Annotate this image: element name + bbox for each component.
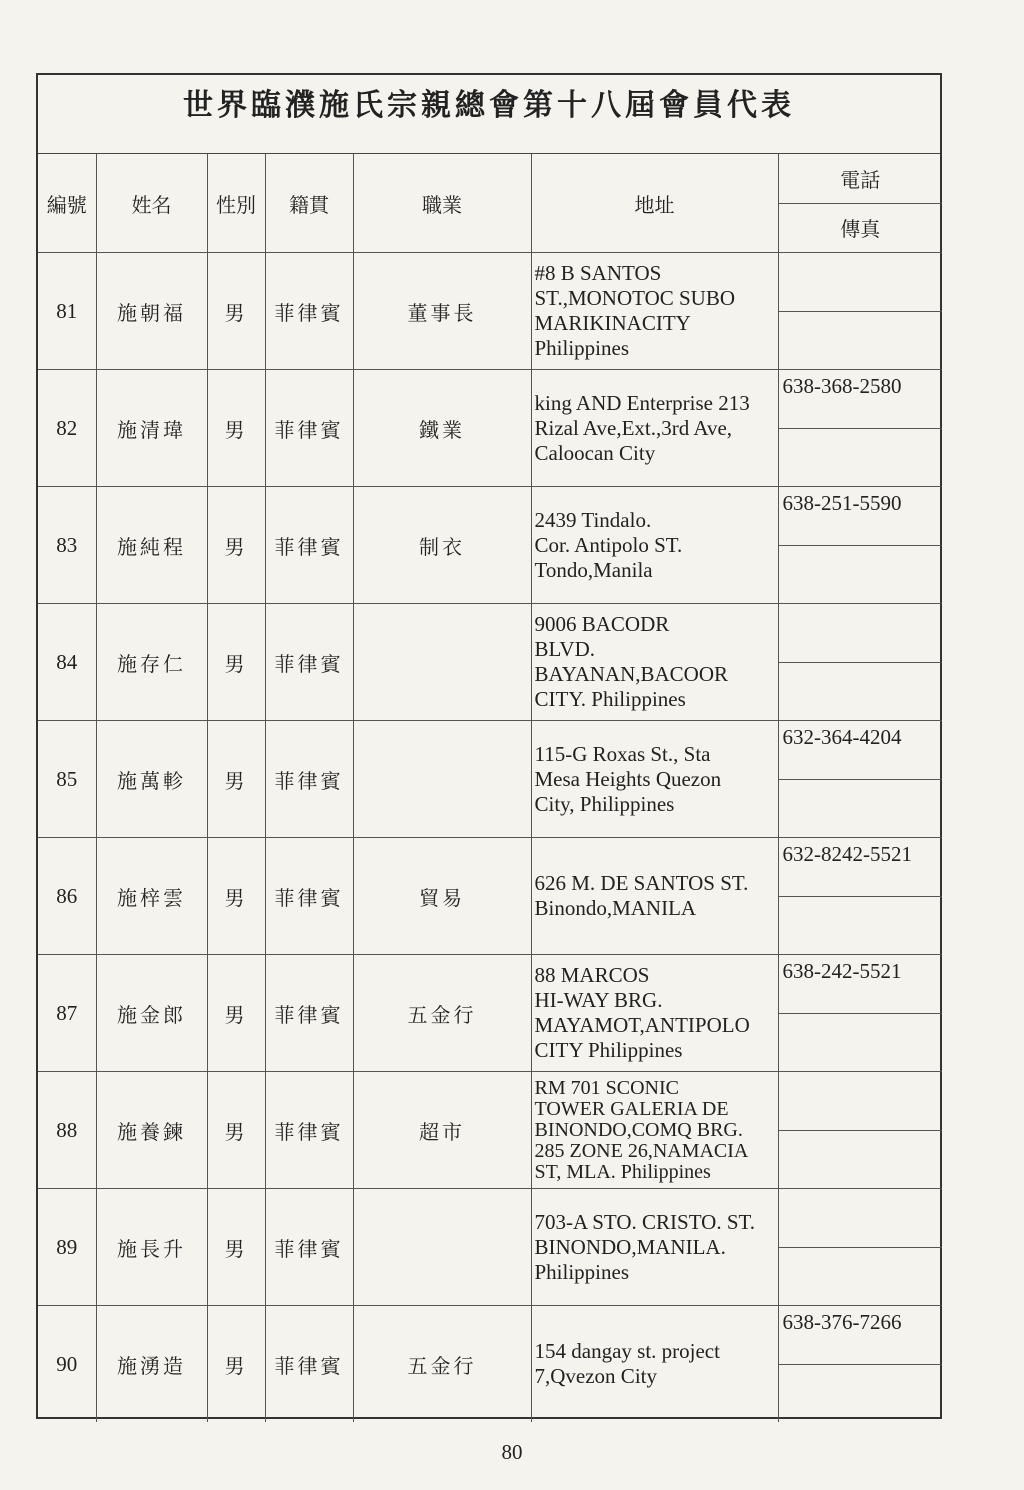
member-gender: 男	[207, 370, 265, 487]
member-gender: 男	[207, 253, 265, 370]
member-name: 施清瑋	[96, 370, 207, 487]
member-name: 施純程	[96, 487, 207, 604]
member-phone: 638-368-2580	[779, 370, 943, 429]
member-gender: 男	[207, 487, 265, 604]
table-row	[38, 955, 942, 1072]
member-origin: 菲律賓	[265, 1306, 353, 1423]
member-address: RM 701 SCONIC TOWER GALERIA DE BINONDO,COMQ BRG. 285 ZONE 26,NAMACIA ST, MLA. Philippines	[531, 1072, 778, 1189]
member-address: king AND Enterprise 213 Rizal Ave,Ext.,3rd Ave, Caloocan City	[531, 370, 778, 487]
member-fax	[779, 546, 943, 604]
phone-fax-cell	[778, 838, 942, 955]
member-occupation: 鐵業	[353, 370, 531, 487]
member-name: 施長升	[96, 1189, 207, 1306]
member-gender: 男	[207, 838, 265, 955]
member-phone	[779, 1189, 943, 1248]
member-origin: 菲律賓	[265, 370, 353, 487]
member-occupation: 五金行	[353, 1306, 531, 1423]
table-row	[38, 838, 942, 955]
member-address: 2439 Tindalo. Cor. Antipolo ST. Tondo,Manila	[531, 487, 778, 604]
member-origin: 菲律賓	[265, 721, 353, 838]
member-gender: 男	[207, 1306, 265, 1423]
member-occupation: 五金行	[353, 955, 531, 1072]
row-number: 81	[38, 253, 96, 370]
member-fax	[779, 1248, 943, 1306]
header-occupation: 職業	[353, 154, 531, 253]
member-phone	[779, 604, 943, 663]
member-fax	[779, 1365, 943, 1423]
member-phone: 638-242-5521	[779, 955, 943, 1014]
phone-fax-cell	[778, 955, 942, 1072]
member-address: 703-A STO. CRISTO. ST. BINONDO,MANILA. Philippines	[531, 1189, 778, 1306]
page-title: 世界臨濮施氏宗親總會第十八屆會員代表	[38, 75, 940, 154]
row-number: 89	[38, 1189, 96, 1306]
member-origin: 菲律賓	[265, 955, 353, 1072]
table-row	[38, 1189, 942, 1306]
header-phone-fax	[778, 154, 942, 253]
row-number: 86	[38, 838, 96, 955]
phone-fax-cell	[778, 487, 942, 604]
member-name: 施朝福	[96, 253, 207, 370]
member-fax	[779, 897, 943, 955]
row-number: 90	[38, 1306, 96, 1423]
phone-fax-cell	[778, 1072, 942, 1189]
row-number: 88	[38, 1072, 96, 1189]
table-row	[38, 721, 942, 838]
member-occupation: 董事長	[353, 253, 531, 370]
member-phone: 638-376-7266	[779, 1306, 943, 1365]
member-address: #8 B SANTOS ST.,MONOTOC SUBO MARIKINACITY Philippines	[531, 253, 778, 370]
member-name: 施萬軫	[96, 721, 207, 838]
row-number: 85	[38, 721, 96, 838]
member-origin: 菲律賓	[265, 253, 353, 370]
phone-fax-cell	[778, 1306, 942, 1423]
member-gender: 男	[207, 1072, 265, 1189]
member-phone	[779, 253, 943, 312]
row-number: 83	[38, 487, 96, 604]
member-occupation: 貿易	[353, 838, 531, 955]
member-fax	[779, 663, 943, 721]
row-number: 84	[38, 604, 96, 721]
table-row	[38, 370, 942, 487]
table-row	[38, 604, 942, 721]
member-fax	[779, 780, 943, 838]
member-occupation	[353, 721, 531, 838]
member-occupation: 超市	[353, 1072, 531, 1189]
member-gender: 男	[207, 721, 265, 838]
member-occupation	[353, 604, 531, 721]
member-origin: 菲律賓	[265, 487, 353, 604]
member-origin: 菲律賓	[265, 1072, 353, 1189]
header-name: 姓名	[96, 154, 207, 253]
member-table-sheet	[36, 73, 942, 1419]
member-gender: 男	[207, 604, 265, 721]
member-phone	[779, 1072, 943, 1131]
row-number: 87	[38, 955, 96, 1072]
member-address: 9006 BACODR BLVD. BAYANAN,BACOOR CITY. Philippines	[531, 604, 778, 721]
header-row	[38, 154, 942, 253]
member-table	[38, 154, 942, 1422]
member-phone: 632-8242-5521	[779, 838, 943, 897]
member-origin: 菲律賓	[265, 838, 353, 955]
member-name: 施金郎	[96, 955, 207, 1072]
header-phone: 電話	[779, 154, 943, 204]
member-address: 626 M. DE SANTOS ST. Binondo,MANILA	[531, 838, 778, 955]
member-name: 施湧造	[96, 1306, 207, 1423]
row-number: 82	[38, 370, 96, 487]
member-origin: 菲律賓	[265, 1189, 353, 1306]
header-origin: 籍貫	[265, 154, 353, 253]
phone-fax-cell	[778, 721, 942, 838]
table-row	[38, 253, 942, 370]
member-occupation: 制衣	[353, 487, 531, 604]
member-phone: 638-251-5590	[779, 487, 943, 546]
member-fax	[779, 1014, 943, 1072]
member-name: 施養鍊	[96, 1072, 207, 1189]
member-gender: 男	[207, 1189, 265, 1306]
member-address: 115-G Roxas St., Sta Mesa Heights Quezon City, Philippines	[531, 721, 778, 838]
phone-fax-cell	[778, 253, 942, 370]
member-address: 88 MARCOS HI-WAY BRG. MAYAMOT,ANTIPOLO CITY Philippines	[531, 955, 778, 1072]
table-row	[38, 1306, 942, 1423]
phone-fax-cell	[778, 604, 942, 721]
header-fax: 傳真	[840, 217, 881, 242]
header-gender: 性別	[207, 154, 265, 253]
member-fax	[779, 312, 943, 370]
phone-fax-cell	[778, 1189, 942, 1306]
member-occupation	[353, 1189, 531, 1306]
member-gender: 男	[207, 955, 265, 1072]
member-fax	[779, 429, 943, 487]
member-origin: 菲律賓	[265, 604, 353, 721]
member-name: 施梓雲	[96, 838, 207, 955]
member-address: 154 dangay st. project 7,Qvezon City	[531, 1306, 778, 1423]
header-address: 地址	[531, 154, 778, 253]
phone-fax-cell	[778, 370, 942, 487]
member-phone: 632-364-4204	[779, 721, 943, 780]
header-no: 編號	[38, 154, 96, 253]
table-row	[38, 1072, 942, 1189]
member-fax	[779, 1131, 943, 1189]
page-number: 80	[501, 1440, 523, 1464]
member-name: 施存仁	[96, 604, 207, 721]
table-row	[38, 487, 942, 604]
